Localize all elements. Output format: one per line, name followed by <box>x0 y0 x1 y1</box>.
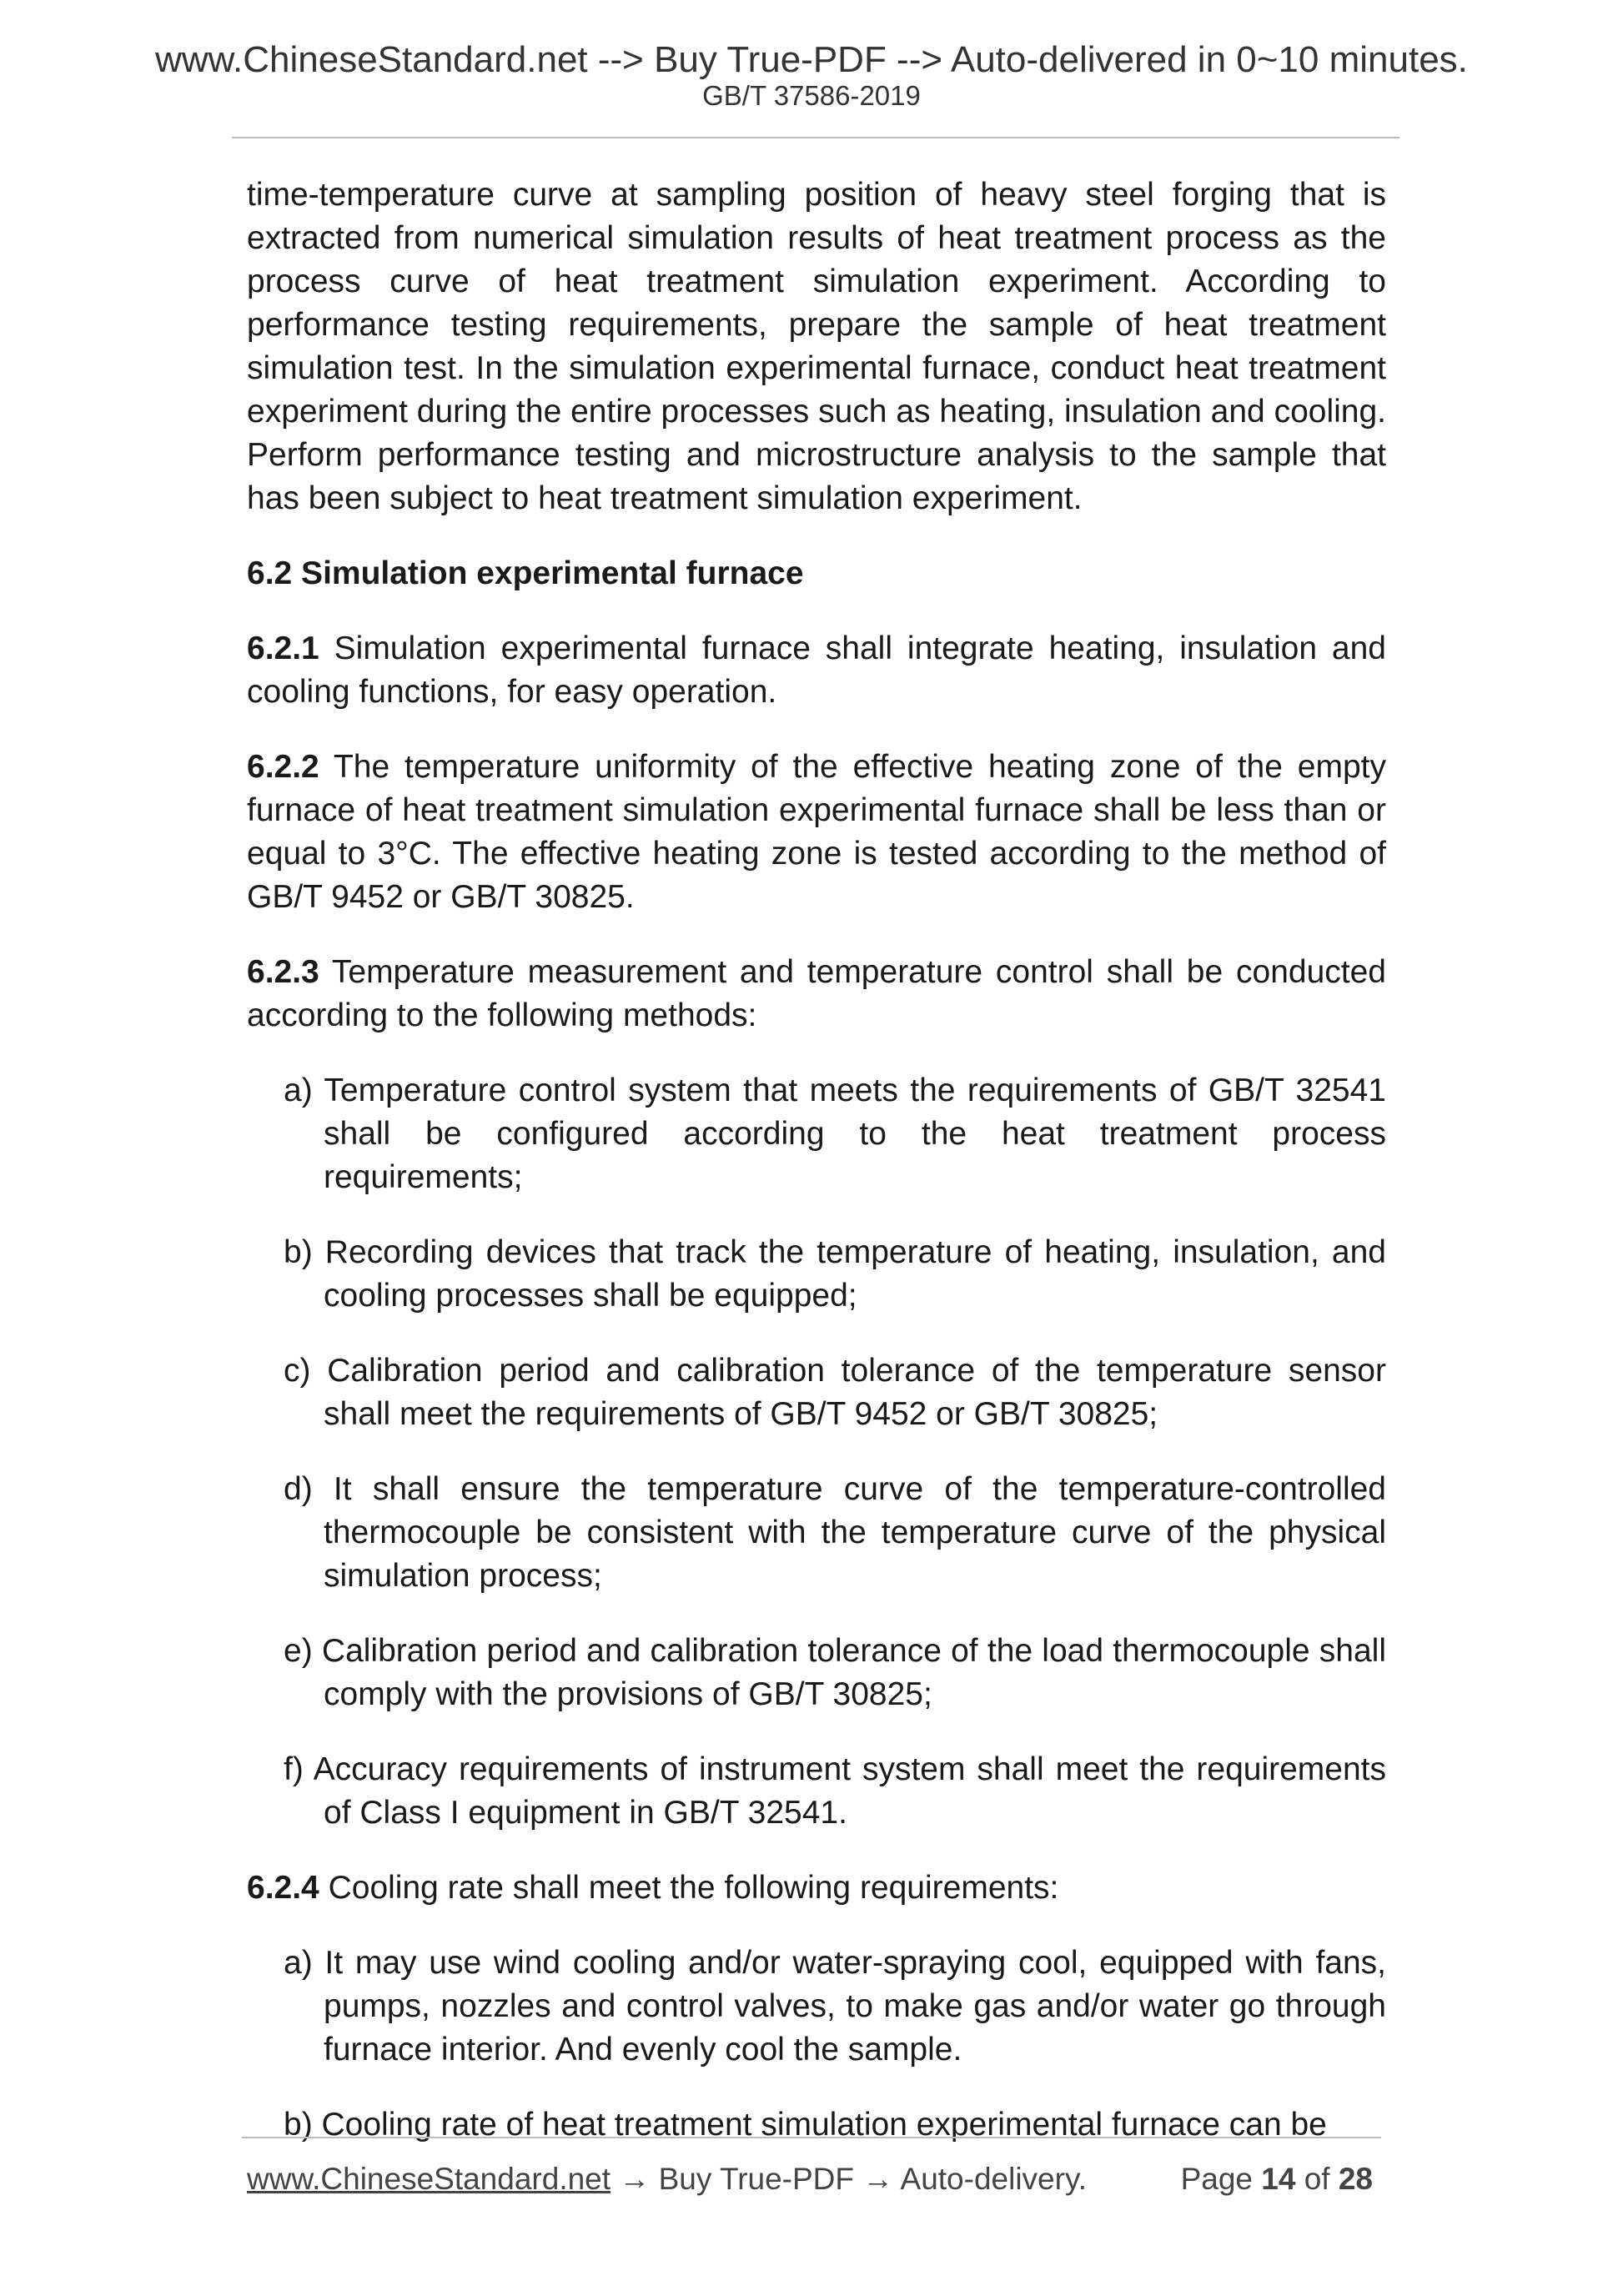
section-heading-6-2: 6.2 Simulation experimental furnace <box>247 555 804 591</box>
page-indicator <box>1181 2161 1373 2198</box>
list-item: b) Recording devices that track the temperature of heating, insulation, and cooling processes shall be equipped; <box>284 1234 1386 1314</box>
list-item: b) Cooling rate of heat treatment simulation experimental furnace can be <box>284 2107 1327 2143</box>
clause-number: 6.2.3 <box>247 954 319 990</box>
page-footer <box>247 2161 1379 2198</box>
list-item: d) It shall ensure the temperature curve of the temperature-controlled thermocouple be consistent with the temperature curve of the physical simulation process; <box>284 1471 1386 1594</box>
clause-number: 6.2.4 <box>247 1870 319 1906</box>
clause-6-2-1 <box>247 627 1386 714</box>
clause-text: Temperature measurement and temperature control shall be conducted according to the following methods: <box>247 954 1386 1033</box>
current-page-number: 14 <box>1261 2162 1296 2196</box>
list-item: e) Calibration period and calibration tolerance of the load thermocouple shall comply with the provisions of GB/T 30825; <box>284 1633 1386 1712</box>
header-banner[interactable]: www.ChineseStandard.net --> Buy True-PDF --> Auto-delivered in 0~10 minutes. <box>155 39 1468 80</box>
standard-code: GB/T 37586-2019 <box>702 80 921 111</box>
of-label: of <box>1304 2162 1330 2196</box>
clause-6-2-4 <box>247 1866 1386 1910</box>
list-item: f) Accuracy requirements of instrument system shall meet the requirements of Class I equipment in GB/T 32541. <box>284 1751 1386 1831</box>
footer-tagline: → Buy True-PDF → Auto-delivery. <box>619 2162 1087 2196</box>
clause-number: 6.2.2 <box>247 749 319 785</box>
total-pages: 28 <box>1338 2162 1373 2196</box>
header-divider <box>232 137 1399 138</box>
intro-paragraph: time-temperature curve at sampling position of heavy steel forging that is extracted from numerical simulation results of heat treatment process as the process curve of heat treatment simulation experiment. According to performance testing requirements, prepare the sample of heat treatment simulation test. In the simulation experimental furnace, conduct heat treatment experiment during the entire processes such as heating, insulation and cooling. Perform performance testing and microstructure analysis to the sample that has been subject to heat treatment simulation experiment. <box>247 177 1386 516</box>
clause-text: The temperature uniformity of the effective heating zone of the empty furnace of heat treatment simulation experimental furnace shall be less than or equal to 3°C. The effective heating zone is tested according to the method of GB/T 9452 or GB/T 30825. <box>247 749 1386 915</box>
document-body <box>247 173 1386 2178</box>
page-label: Page <box>1180 2162 1253 2196</box>
clause-text: Simulation experimental furnace shall integrate heating, insulation and cooling functions, for easy operation. <box>247 631 1386 710</box>
footer-site-link[interactable]: www.ChineseStandard.net <box>247 2162 611 2196</box>
list-item: a) It may use wind cooling and/or water-spraying cool, equipped with fans, pumps, nozzles and control valves, to make gas and/or water go through furnace interior. And evenly cool the sample. <box>284 1945 1386 2067</box>
clause-6-2-2 <box>247 746 1386 919</box>
list-item: c) Calibration period and calibration tolerance of the temperature sensor shall meet the requirements of GB/T 9452 or GB/T 30825; <box>284 1353 1386 1432</box>
clause-text: Cooling rate shall meet the following requirements: <box>328 1870 1059 1906</box>
list-item: a) Temperature control system that meets the requirements of GB/T 32541 shall be configured according to the heat treatment process requirements; <box>284 1073 1386 1195</box>
clause-number: 6.2.1 <box>247 631 319 666</box>
clause-6-2-3 <box>247 951 1386 1037</box>
footer-divider <box>242 2137 1381 2138</box>
